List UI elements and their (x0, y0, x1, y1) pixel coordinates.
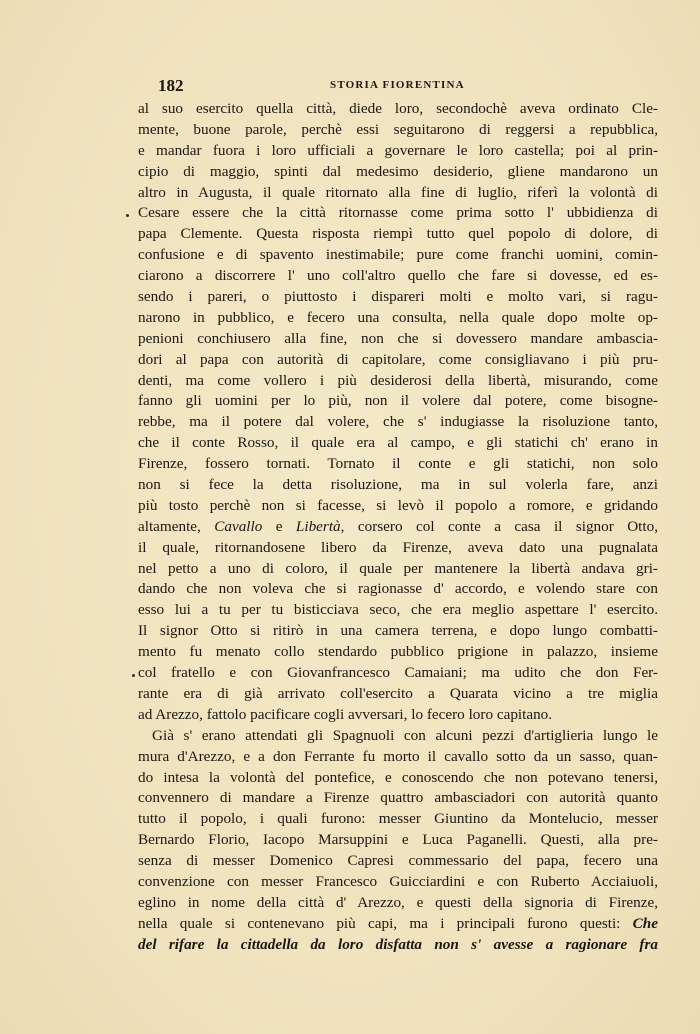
text-line: col fratello e con Giovanfrancesco Camaiani; ma udito che don Fer- (138, 664, 658, 682)
text-line: sendo i pareri, o piuttosto i dispareri molti e molto vari, si ragu- (138, 288, 658, 306)
text-run: nella quale si contenevano più capi, ma i principali furono questi: (138, 914, 633, 932)
text-line: convennero di mandare a Firenze quattro ambasciadori con autorità quanto (138, 789, 658, 807)
text-line: cipio di maggio, spinti dal medesimo desiderio, gliene mandarono un (138, 162, 658, 180)
italic-run: del rifare la cittadella da loro disfatta non s' avesse a ragionare fra (138, 935, 658, 953)
page-header (140, 76, 660, 96)
text-line: mura d'Arezzo, e a don Ferrante fu morto il cavallo sotto da un sasso, quan- (138, 747, 658, 765)
text-line: denti, ma come vollero i più desiderosi della libertà, misurando, come (138, 371, 658, 389)
text-line: Già s' erano attendati gli Spagnuoli con alcuni pezzi d'artiglieria lungo le (152, 726, 658, 744)
text-line: rebbe, ma il potere dal volere, che s' indugiasse la risoluzione tanto, (138, 413, 658, 431)
text-line: tutto il popolo, i quali furono: messer Giuntino da Montelucio, messer (138, 810, 658, 828)
text-line: che il conte Rosso, il quale era al campo, e gli statichi ch' erano in (138, 434, 658, 452)
text-line (138, 914, 658, 935)
text-line: nel petto a uno di coloro, il quale per mantenere la libertà andava gri- (138, 559, 658, 577)
page-number: 182 (158, 76, 184, 95)
text-line: esso lui a tu per tu bisticciava seco, che era meglio aspettare l' esercito. (138, 601, 658, 619)
text-line: al suo esercito quella città, diede loro, secondochè aveva ordinato Cle- (138, 100, 658, 117)
text-line: altro in Augusta, il quale ritornato alla fine di luglio, riferì la volontà di (138, 183, 658, 201)
text-line: convenzione con messer Francesco Guicciardini e con Ruberto Acciaiuoli, (138, 872, 658, 890)
text-line: Il signor Otto si ritirò in una camera terrena, e dopo lungo combatti- (138, 622, 658, 640)
text-line: mente, buone parole, perchè essi seguitarono di reggersi a repubblica, (138, 120, 658, 138)
text-run: altamente, (138, 517, 215, 535)
italic-run: Libertà (295, 517, 341, 535)
ink-speck (132, 674, 135, 677)
italic-run: Che (632, 914, 658, 932)
text-run: , corsero col conte a casa il signor Otto, (340, 517, 658, 535)
text-line: confusione e di spavento inestimabile; pure come franchi uomini, comin- (138, 246, 658, 264)
ink-speck (126, 214, 129, 217)
text-line: dori al papa con autorità di capitolare, come consigliavano i più pru- (138, 350, 658, 368)
text-line: fanno gli uomini per lo più, non il volere dal potere, come bisogne- (138, 392, 658, 410)
text-line: Cesare essere che la città ritornasse come prima sotto l' ubbidienza di (138, 204, 658, 222)
text-line: più tosto perchè non si facesse, si levò il popolo a romore, e gridando (138, 496, 658, 514)
text-line: non si fece la detta risoluzione, ma in sul volerla fare, anzi (138, 476, 658, 494)
text-line: Bernardo Florio, Iacopo Marsuppini e Luca Paganelli. Questi, alla pre- (138, 831, 658, 849)
text-line: il quale, ritornandosene libero da Firenze, aveva dato una pugnalata (138, 538, 658, 556)
text-line: eglino in nome della città d' Arezzo, e questi della signoria di Firenze, (138, 893, 658, 911)
text-line: dando che non voleva che si ragionasse d' accordo, e volendo stare con (138, 580, 658, 598)
text-line: penioni conchiusero alla fine, non che si dovessero mandare ambascia- (138, 329, 658, 347)
text-line: ciarono a discorrere l' uno coll'altro quello che fare si dovesse, ed es- (138, 267, 658, 285)
text-line: senza di messer Domenico Capresi commessario del papa, fecero una (138, 852, 658, 870)
text-line: Firenze, fossero tornati. Tornato il conte e gli statichi, non solo (138, 455, 658, 473)
text-line: e mandar fuora i loro ufficiali a governare le loro castella; poi al prin- (138, 141, 658, 159)
text-line: ad Arezzo, fattolo pacificare cogli avversari, lo fecero loro capitano. (138, 705, 553, 723)
text-run: e (262, 517, 296, 535)
text-line (138, 517, 658, 538)
text-line: do intesa la volontà del pontefice, e conoscendo che non potevano tenersi, (138, 768, 658, 786)
italic-run: Cavallo (214, 517, 263, 535)
text-line: papa Clemente. Questa risposta riempì tutto quel popolo di dolore, di (138, 225, 658, 243)
text-line (138, 935, 658, 956)
running-title: STORIA FIORENTINA (330, 79, 465, 91)
text-line: mento fu menato collo stendardo pubblico prigione in palazzo, insieme (138, 643, 658, 661)
text-line: rante era di già arrivato coll'esercito a Quarata vicino a tre miglia (138, 684, 658, 702)
body-text (138, 99, 658, 956)
text-line: narono in pubblico, e fecero una consulta, nella quale dopo molte op- (138, 308, 658, 326)
